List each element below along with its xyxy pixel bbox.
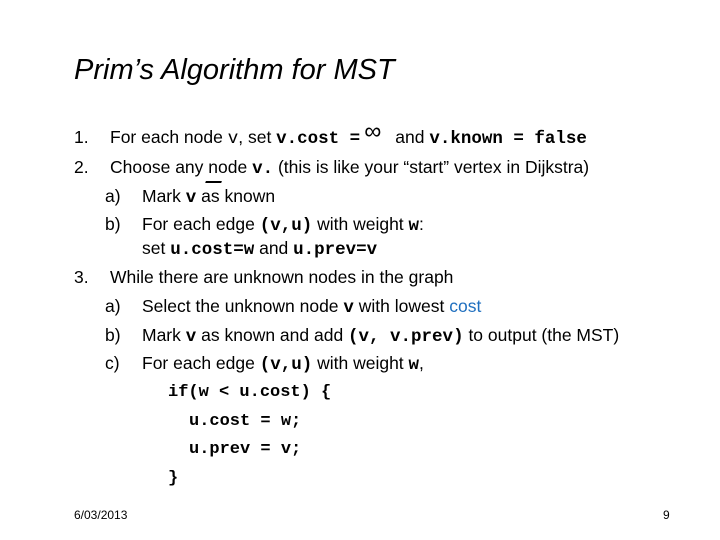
step-2	[74, 155, 589, 181]
substep-label: a)	[105, 296, 121, 316]
step-3b	[105, 323, 619, 349]
code-token: (v,u)	[259, 355, 313, 375]
substep-label: a)	[105, 186, 121, 206]
step-2b	[105, 212, 424, 238]
step-3a	[105, 294, 481, 320]
code-line-1: if(w < u.cost) {	[168, 383, 332, 402]
substep-label: b)	[105, 325, 121, 345]
step-text: with weight	[312, 353, 409, 373]
step-text: ,	[419, 353, 424, 373]
code-token: (v,u)	[259, 216, 313, 236]
step-number: 2.	[74, 157, 89, 177]
step-text: set	[142, 238, 171, 258]
code-line-3: u.prev = v;	[189, 440, 302, 459]
code-token: v	[185, 188, 197, 208]
code-token: w	[408, 216, 420, 236]
step-3c	[105, 351, 424, 377]
step-text: :	[419, 214, 424, 234]
step-text: Mark	[142, 186, 186, 206]
code-token: u.cost=w	[170, 240, 255, 260]
step-number: 3.	[74, 267, 89, 287]
step-2b-continuation	[142, 236, 377, 262]
step-text: Select the unknown node	[142, 296, 344, 316]
step-3	[74, 265, 453, 289]
slide-title: Prim’s Algorithm for MST	[74, 54, 395, 86]
code-token: (v, v.prev)	[348, 327, 464, 347]
step-text: For each node	[110, 127, 228, 147]
step-text: Mark	[142, 325, 186, 345]
step-text: , set	[238, 127, 277, 147]
code-line-4: }	[168, 469, 179, 488]
step-text: node	[203, 157, 253, 177]
step-text: (this is like your “start” vertex in Dijkstra)	[273, 157, 590, 177]
step-text: For each edge	[142, 214, 260, 234]
code-token: v.	[252, 159, 274, 179]
code-token: w	[408, 355, 420, 375]
step-text: Choose	[110, 157, 176, 177]
code-token: v.cost =	[276, 129, 361, 149]
highlight-cost: cost	[449, 296, 482, 316]
step-number: 1.	[74, 127, 89, 147]
step-text: as known	[196, 186, 276, 206]
step-text: and	[254, 238, 294, 258]
code-token: v.known = false	[429, 129, 587, 149]
code-token: v	[227, 129, 239, 149]
code-token: v	[185, 327, 197, 347]
step-text: While there are unknown nodes in the graph	[110, 267, 454, 287]
code-line-2: u.cost = w;	[189, 412, 302, 431]
infinity-symbol: ∞	[364, 118, 382, 145]
emphasis-any: any	[175, 157, 204, 177]
page-number: 9	[663, 508, 670, 522]
step-text: to output (the MST)	[463, 325, 620, 345]
substep-label: c)	[105, 353, 120, 373]
step-text: For each edge	[142, 353, 260, 373]
step-text: as known and add	[196, 325, 349, 345]
substep-label: b)	[105, 214, 121, 234]
step-1	[74, 118, 587, 151]
step-text: with lowest	[353, 296, 450, 316]
footer-date: 6/03/2013	[74, 508, 128, 522]
step-2a	[105, 184, 275, 210]
step-text: and	[395, 127, 425, 147]
step-text: with weight	[312, 214, 409, 234]
code-token: u.prev=v	[293, 240, 378, 260]
code-token: v	[343, 298, 354, 318]
